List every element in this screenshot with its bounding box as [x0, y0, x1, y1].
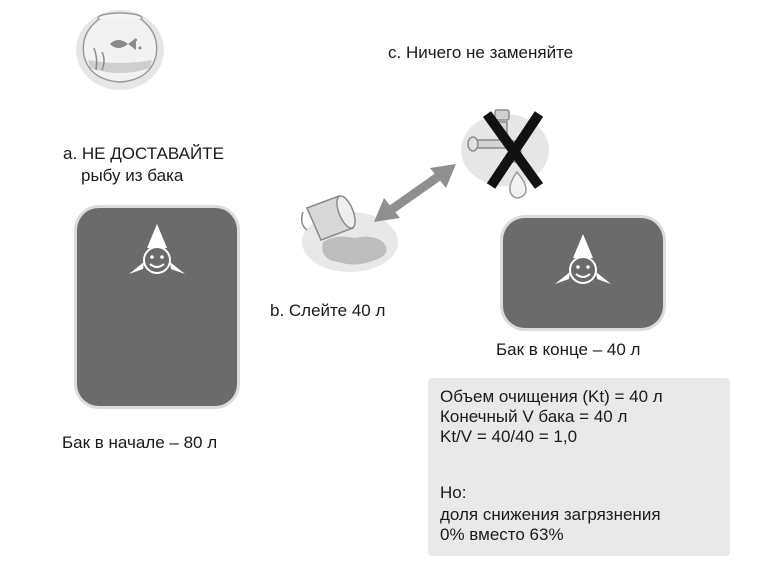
step-a-label-line1: a. НЕ ДОСТАВАЙТЕ: [63, 144, 224, 163]
tank-start-label: Бак в начале – 80 л: [62, 433, 218, 452]
smiley-face-icon: [117, 222, 197, 292]
step-b-label: b. Слейте 40 л: [270, 301, 386, 320]
info-line-but: Но:: [440, 483, 467, 502]
info-line-final-volume: Конечный V бака = 40 л: [440, 407, 628, 426]
info-line-cleared-volume: Объем очищения (Kt) = 40 л: [440, 387, 663, 406]
double-arrow-icon: [370, 158, 460, 228]
info-line-ktv: Kt/V = 40/40 = 1,0: [440, 427, 578, 446]
tank-start: [77, 208, 237, 406]
info-box: [428, 378, 730, 556]
step-c-label: c. Ничего не заменяйте: [388, 43, 574, 62]
faucet-icon: [455, 100, 565, 210]
info-line-reduction-value: 0% вместо 63%: [440, 525, 564, 544]
smiley-face-icon: [543, 232, 623, 302]
step-a-label-line2: рыбу из бака: [81, 166, 184, 185]
fishbowl-icon: [70, 4, 170, 94]
info-line-reduction-label: доля снижения загрязнения: [440, 505, 661, 524]
tank-end: [503, 218, 663, 328]
tank-end-label: Бак в конце – 40 л: [496, 340, 641, 359]
